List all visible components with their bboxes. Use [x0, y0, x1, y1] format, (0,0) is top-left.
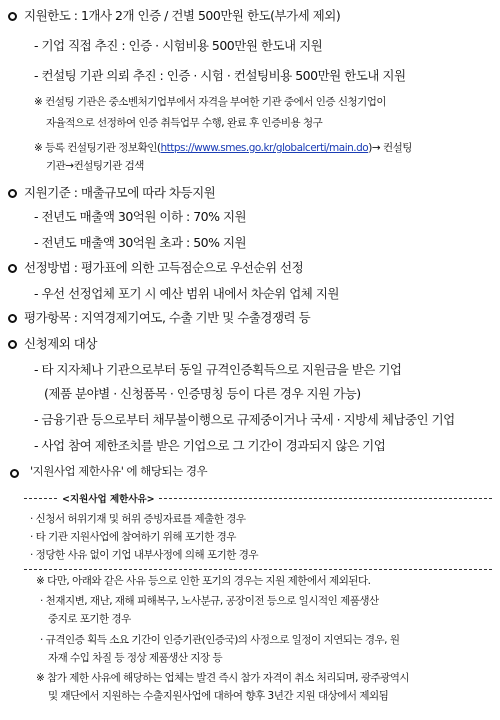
limit-note-registry-b: 기관→컨설팅기관 검색	[46, 160, 144, 172]
restriction-box-item-3: · 정당한 사유 없이 기업 내부사정에 의해 포기한 경우	[30, 549, 259, 561]
criteria-title: 지원기준 : 매출규모에 따라 차등지원	[24, 185, 216, 200]
section-bullet-criteria	[8, 189, 17, 198]
criteria-item-1: - 전년도 매출액 30억원 이하 : 70% 지원	[34, 209, 247, 224]
restriction-box-item-2: · 타 기관 지원사업에 참여하기 위해 포기한 경우	[30, 531, 236, 543]
limit-title: 지원한도 : 1개사 2개 인증 / 건별 500만원 한도(부가세 제외)	[24, 8, 341, 23]
note-exception-item-1a: · 천재지변, 재난, 재해 피해복구, 노사분규, 공장이전 등으로 일시적인 제품생산	[40, 595, 379, 607]
registry-prefix: ※ 등록 컨설팅기관 정보확인(	[34, 142, 161, 154]
registry-suffix: )→ 컨설팅	[368, 142, 412, 154]
restriction-box	[24, 494, 492, 570]
limit-note-registry	[34, 142, 412, 155]
exclusion-item-3: - 사업 참여 제한조치를 받은 기업으로 그 기간이 경과되지 않은 기업	[34, 438, 386, 453]
registry-link[interactable]: https://www.smes.go.kr/globalcerti/main.do	[160, 142, 369, 154]
limit-note-consult-a: ※ 컨설팅 기관은 중소벤처기업부에서 자격을 부여한 기관 중에서 인증 신청기업이	[34, 96, 387, 108]
restriction-box-title: <지원사업 제한사유>	[58, 491, 159, 505]
selection-title: 선정방법 : 평가표에 의한 고득점순으로 우선순위 선정	[24, 260, 304, 275]
note-exception-item-2b: 자재 수입 차질 등 정상 제품생산 지장 등	[48, 652, 223, 664]
exclusion-title: 신청제외 대상	[24, 336, 97, 351]
section-bullet-limit	[8, 12, 17, 21]
restriction-title: '지원사업 제한사유' 에 해당되는 경우	[30, 464, 208, 478]
section-bullet-selection	[8, 264, 17, 273]
note-exception-item-2a: · 규격인증 획득 소요 기간이 인증기관(인증국)의 사정으로 일정이 지연되는 경우, 원	[40, 634, 400, 646]
selection-item-1: - 우선 선정업체 포기 시 예산 범위 내에서 차순위 업체 지원	[34, 286, 339, 301]
limit-item-consult: - 컨설팅 기관 의뢰 추진 : 인증 · 시험 · 컨설팅비용 500만원 한도내 지원	[34, 68, 406, 83]
note-penalty-a: ※ 참가 제한 사유에 해당하는 업체는 발견 즉시 참가 자격이 취소 처리되며, 광주광역시	[36, 672, 410, 684]
limit-note-consult-b: 자율적으로 선정하여 인증 취득업무 수행, 완료 후 인증비용 청구	[46, 117, 323, 129]
section-bullet-exclusion	[8, 340, 17, 349]
note-penalty-b: 및 재단에서 지원하는 수출지원사업에 대하여 향후 3년간 지원 대상에서 제외됨	[48, 690, 389, 702]
criteria-item-2: - 전년도 매출액 30억원 초과 : 50% 지원	[34, 235, 247, 250]
note-exception-item-1b: 중지로 포기한 경우	[48, 613, 131, 625]
exclusion-item-1a: - 타 지자체나 기관으로부터 동일 규격인증획득으로 지원금을 받은 기업	[34, 362, 402, 377]
exclusion-item-2: - 금융기관 등으로부터 채무불이행으로 규제중이거나 국세 · 지방세 체납중인 기업	[34, 412, 455, 427]
section-bullet-restriction	[10, 469, 19, 478]
note-exception: ※ 다만, 아래와 같은 사유 등으로 인한 포기의 경우는 지원 제한에서 제외된다.	[36, 575, 371, 587]
restriction-box-item-1: · 신청서 허위기재 및 허위 증빙자료를 제출한 경우	[30, 513, 246, 525]
evaluation-title: 평가항목 : 지역경제기여도, 수출 기반 및 수출경쟁력 등	[24, 310, 311, 325]
limit-item-direct: - 기업 직접 추진 : 인증 · 시험비용 500만원 한도내 지원	[34, 38, 323, 53]
exclusion-item-1b: (제품 분야별 · 신청품목 · 인증명칭 등이 다른 경우 지원 가능)	[44, 386, 361, 401]
section-bullet-evaluation	[8, 314, 17, 323]
